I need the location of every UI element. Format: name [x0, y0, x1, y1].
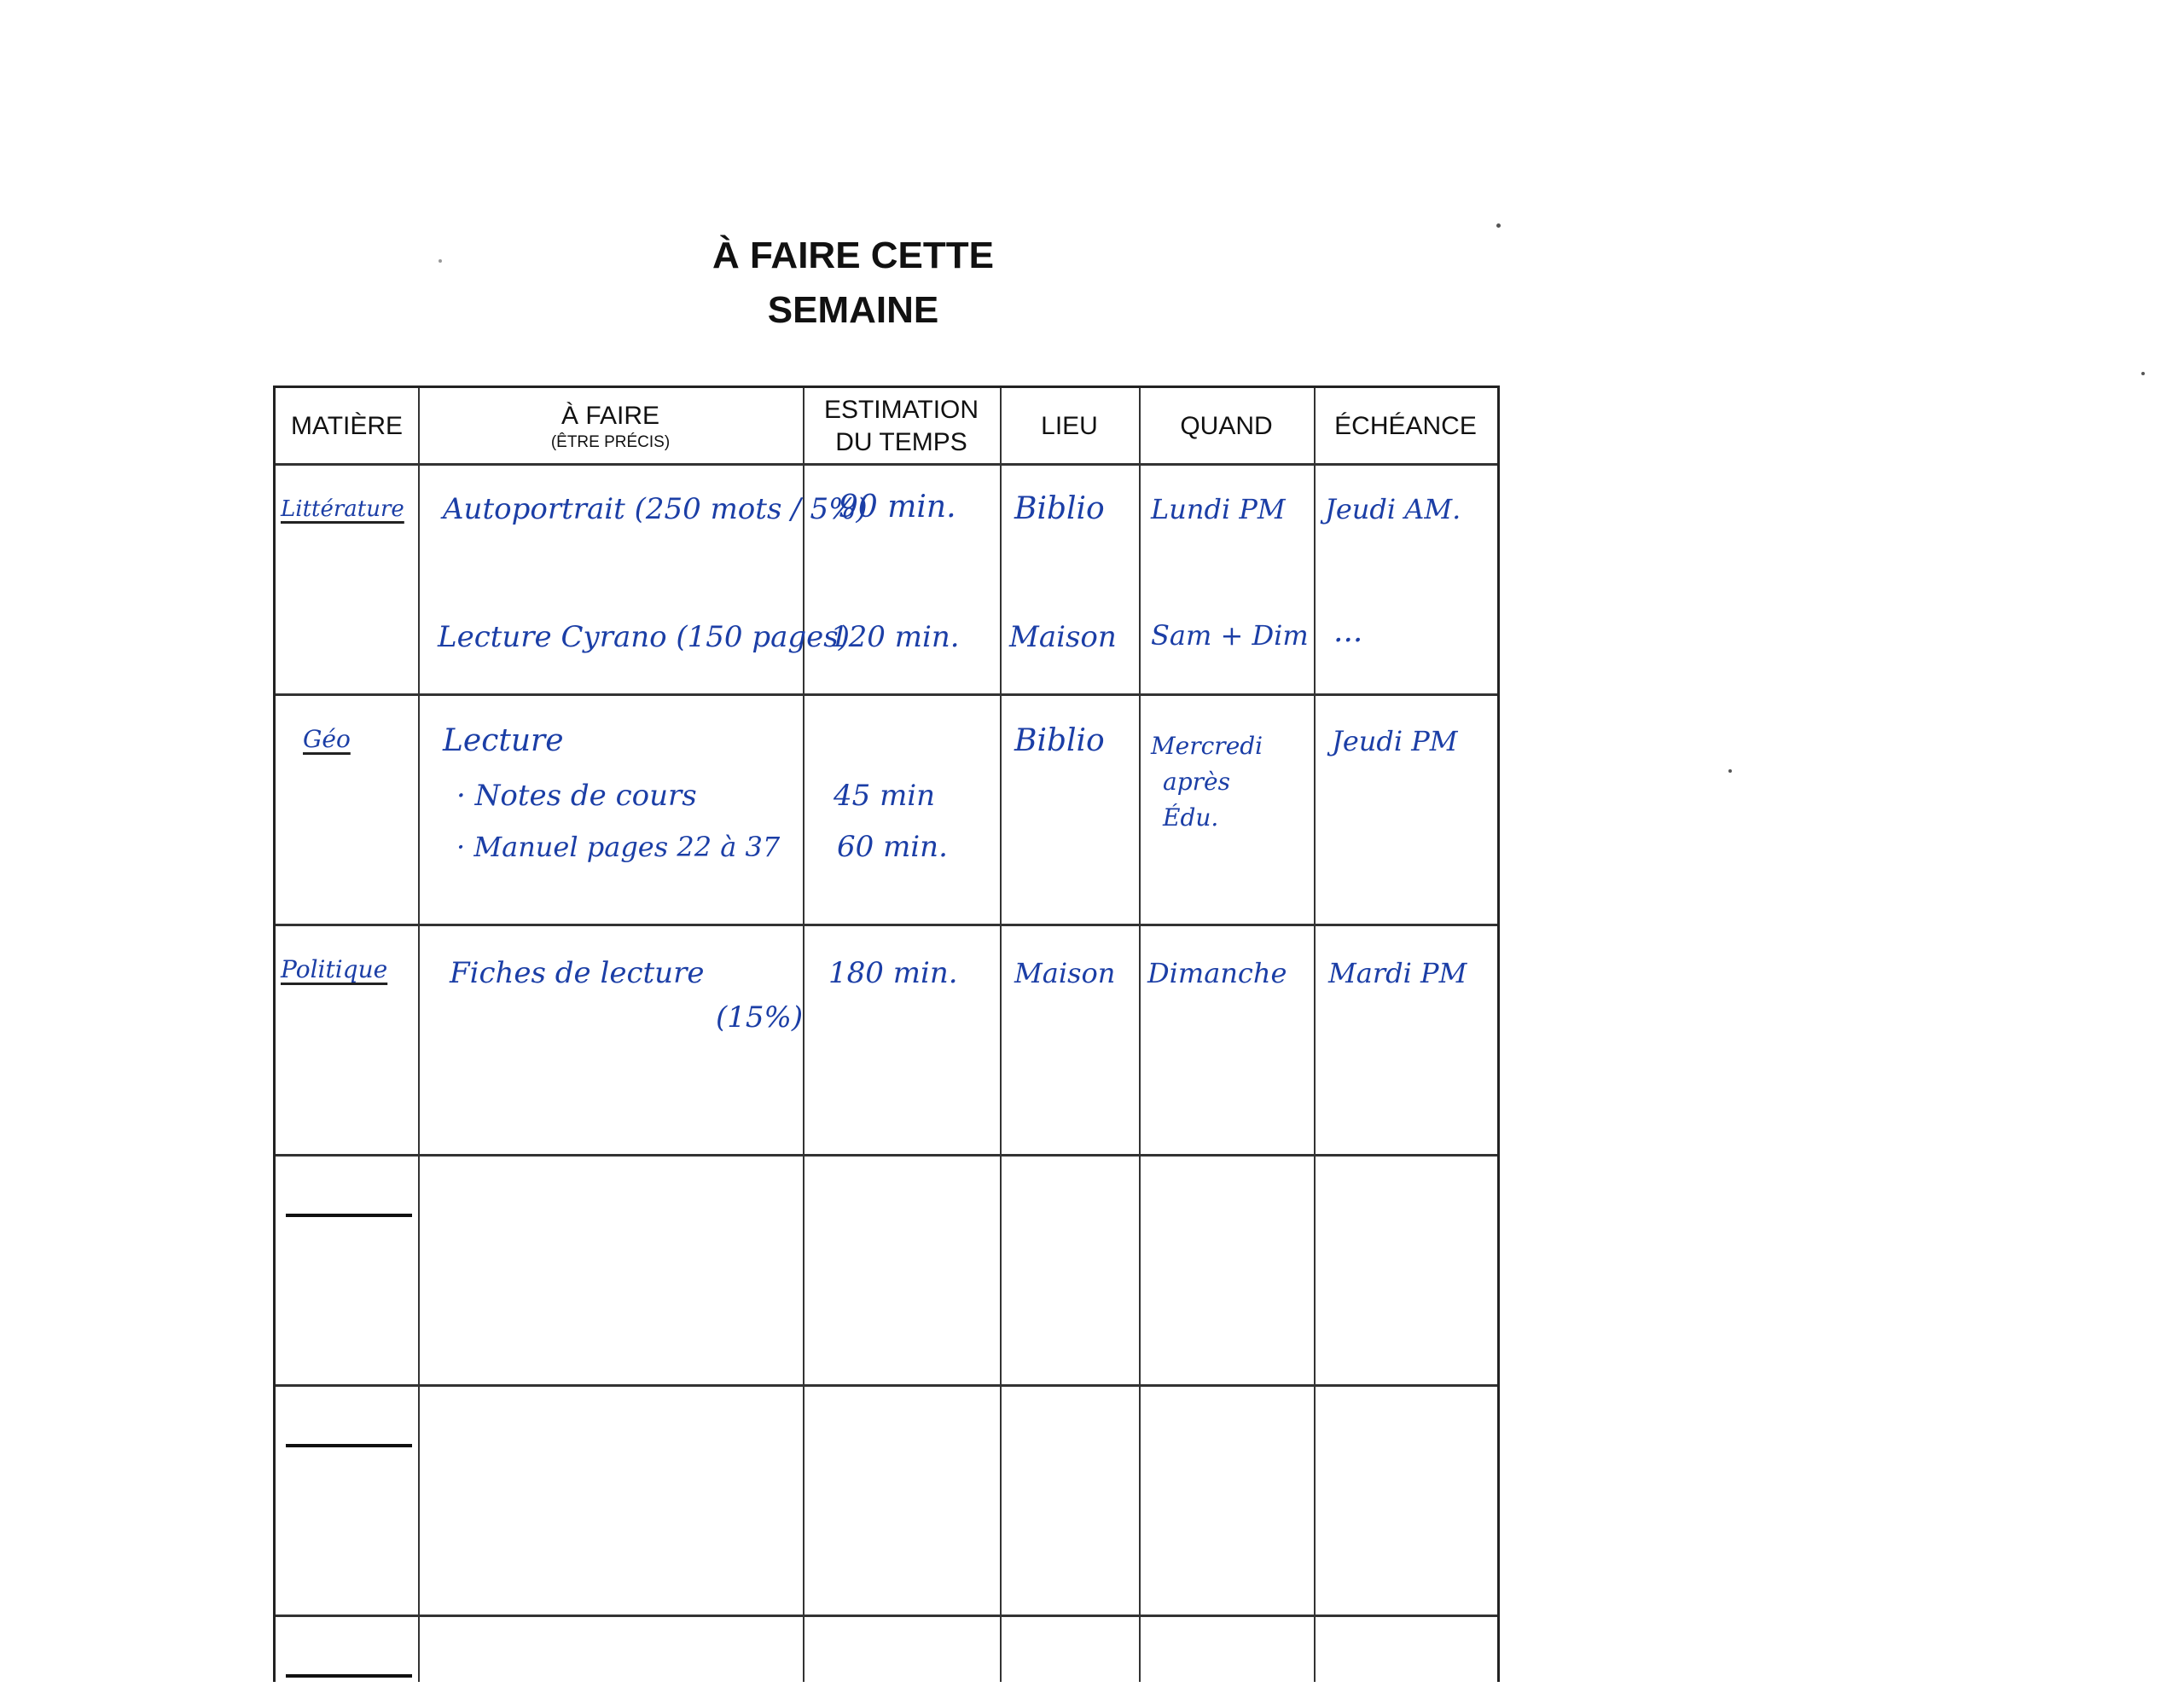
row-litterature-echeance-1: Jeudi AM. [1325, 493, 1461, 525]
row-divider [276, 693, 1497, 696]
title-line-2: SEMAINE [767, 289, 939, 331]
header-estimation [803, 388, 1000, 465]
row-geo-sub-item-2: · Manuel pages 22 à 37 [456, 831, 781, 863]
row-politique-subject: Politique [281, 955, 388, 983]
row-geo-echeance: Jeudi PM [1332, 725, 1458, 757]
row-litterature-task-1: Autoportrait (250 mots / 5%) [443, 492, 868, 526]
row-divider [276, 1154, 1497, 1157]
blank-subject-line [286, 1674, 412, 1678]
row-divider [276, 1384, 1497, 1387]
row-geo-task: Lecture [443, 723, 564, 758]
row-geo-quand-line-3: Édu. [1163, 803, 1219, 832]
row-geo-quand-line-1: Mercredi [1151, 732, 1263, 760]
header-matiere [276, 388, 418, 465]
row-geo-estimation-1: 45 min [834, 779, 936, 813]
row-litterature-echeance-2: ... [1333, 614, 1363, 649]
row-politique-task-line-2: (15%) [716, 1000, 804, 1035]
row-litterature-task-2: Lecture Cyrano (150 pages) [438, 620, 851, 654]
header-matiere-label: MATIÈRE [290, 412, 404, 440]
row-geo-estimation-2: 60 min. [837, 830, 948, 864]
header-a-faire-note: (ÊTRE PRÉCIS) [550, 433, 671, 451]
header-estimation-line-1: ESTIMATION [823, 396, 979, 424]
row-politique-task-line-1: Fiches de lecture [450, 956, 705, 990]
scan-speck [1728, 769, 1732, 773]
header-estimation-line-2: DU TEMPS [835, 428, 967, 456]
row-litterature-lieu-1: Biblio [1014, 491, 1105, 526]
row-litterature-estimation-2: 120 min. [830, 620, 960, 654]
row-politique-quand: Dimanche [1147, 957, 1287, 989]
row-litterature-quand-2: Sam + Dim [1151, 619, 1309, 652]
scan-speck [439, 259, 442, 263]
blank-subject-line [286, 1444, 412, 1447]
column-divider [418, 388, 420, 1682]
header-quand-label: QUAND [1180, 412, 1273, 440]
row-litterature-lieu-2: Maison [1009, 620, 1117, 654]
row-geo-subject: Géo [303, 725, 351, 753]
header-echeance-label: ÉCHÉANCE [1334, 412, 1477, 440]
page-title [478, 229, 1228, 338]
header-echeance [1314, 388, 1497, 465]
scan-speck [1496, 223, 1501, 228]
header-quand [1139, 388, 1314, 465]
row-litterature-quand-1: Lundi PM [1151, 493, 1286, 525]
header-a-faire-label: À FAIRE [561, 402, 660, 430]
row-divider [276, 1615, 1497, 1617]
column-divider [1000, 388, 1002, 1682]
column-divider [1139, 388, 1141, 1682]
row-politique-lieu: Maison [1014, 957, 1116, 989]
header-a-faire [418, 388, 803, 465]
row-politique-estimation: 180 min. [828, 956, 958, 990]
row-divider [276, 924, 1497, 926]
header-lieu [1000, 388, 1139, 465]
header-lieu-label: LIEU [1041, 412, 1098, 440]
row-litterature-subject: Littérature [281, 496, 404, 522]
scan-speck [2141, 372, 2145, 375]
column-divider [1314, 388, 1316, 1682]
column-divider [803, 388, 804, 1682]
title-line-1: À FAIRE CETTE [712, 235, 995, 276]
row-geo-lieu: Biblio [1014, 723, 1105, 758]
blank-subject-line [286, 1214, 412, 1217]
row-politique-echeance: Mardi PM [1328, 957, 1467, 989]
row-geo-quand-line-2: après [1163, 768, 1230, 796]
row-geo-sub-item-1: · Notes de cours [456, 779, 697, 813]
row-litterature-estimation-1: 90 min. [839, 490, 956, 525]
planner-table [273, 386, 1500, 1682]
